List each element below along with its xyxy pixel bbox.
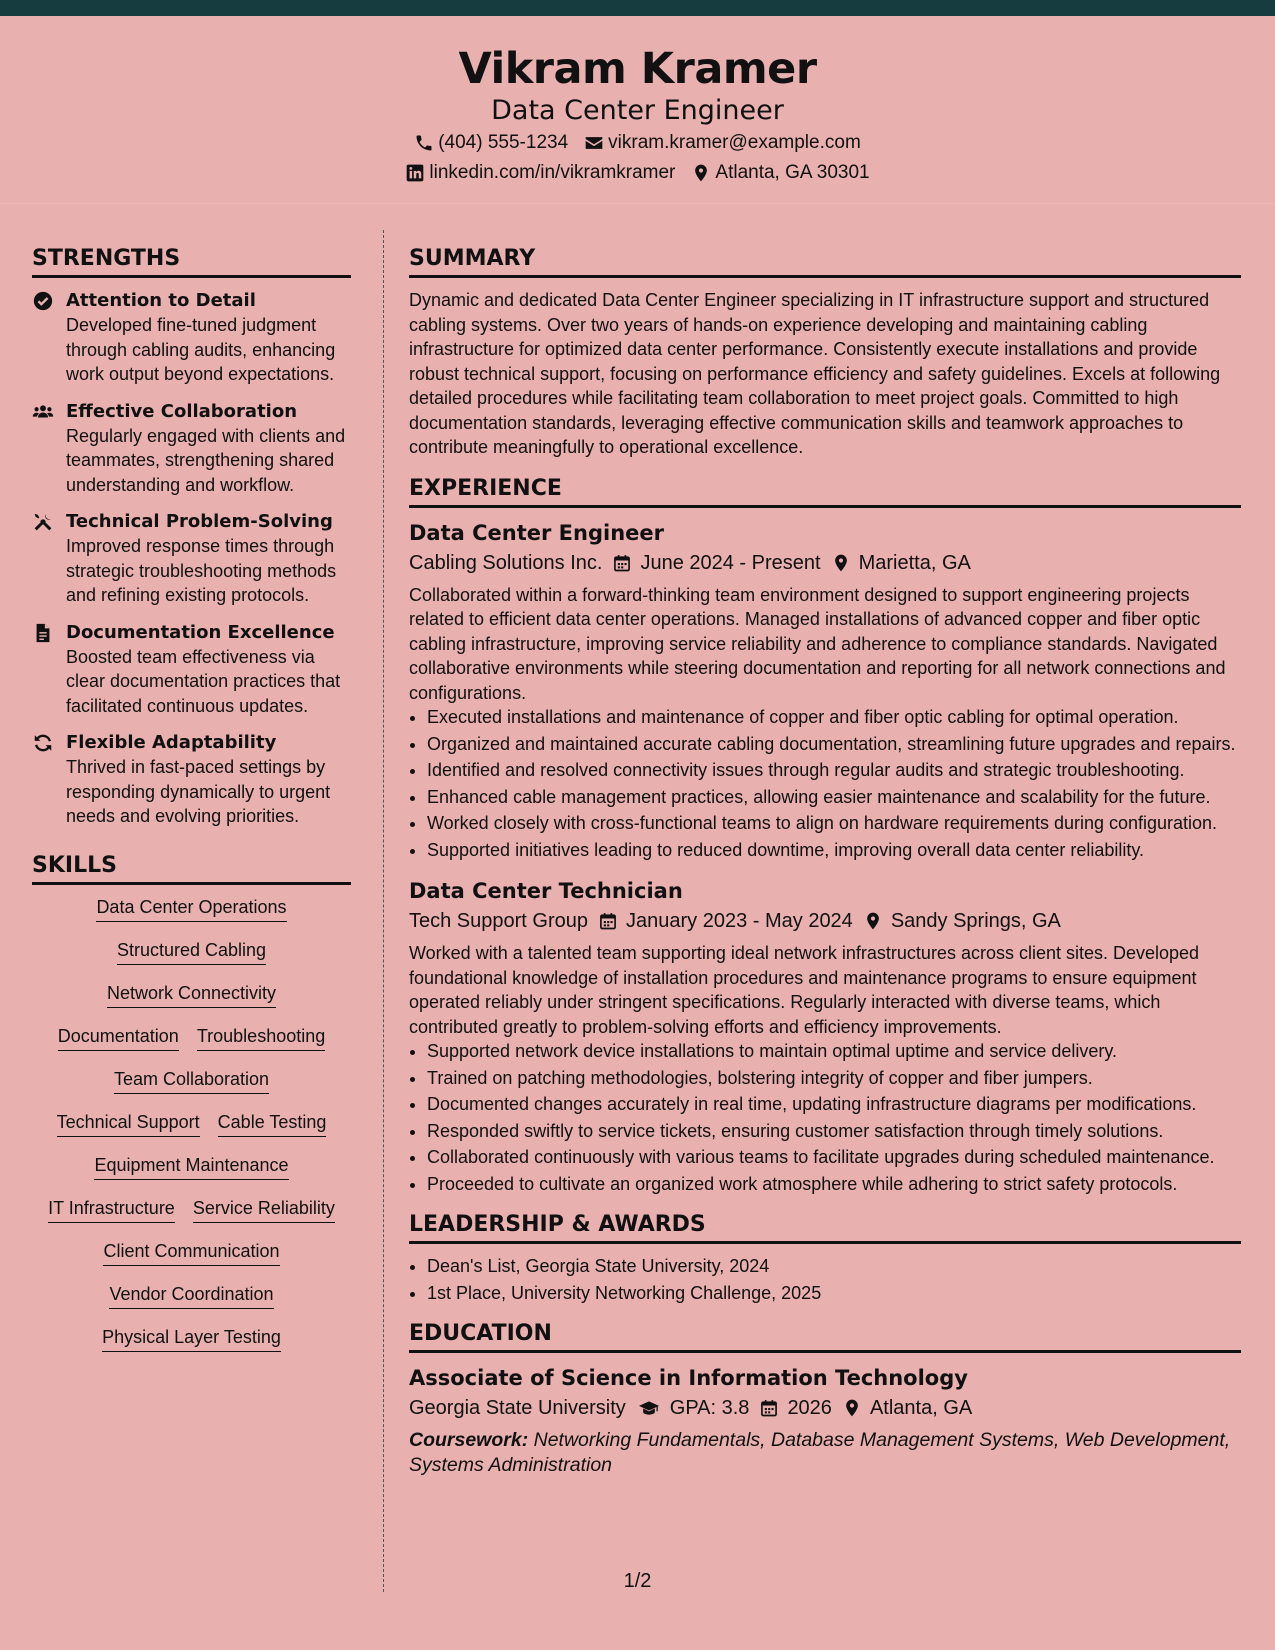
skill-tag: Troubleshooting [197,1024,325,1051]
strengths-heading: STRENGTHS [32,244,351,278]
phone-icon [414,133,434,153]
coursework-label: Coursework: [409,1429,529,1451]
strength-title: Attention to Detail [66,290,256,311]
graduation-year: 2026 [787,1397,832,1419]
education-heading: EDUCATION [409,1319,1241,1353]
skill-row [32,1325,351,1352]
job-title: Data Center Technician [409,879,683,903]
contact-row-2 [0,158,1275,188]
resume-header [0,16,1275,204]
job-bullet: • Collaborated continuously with various teams to facilitate upgrades during scheduled maintenance. [427,1145,1241,1170]
job-bullet: • Documented changes accurately in real time, updating infrastructure diagrams per modifications. [427,1092,1241,1117]
gpa: GPA: 3.8 [669,1397,750,1419]
skill-row [32,1110,351,1137]
experience-heading: EXPERIENCE [409,474,1241,508]
skill-tag: Equipment Maintenance [94,1153,288,1180]
job-meta [409,548,1241,578]
skill-tag: Technical Support [57,1110,200,1137]
skill-tag: Structured Cabling [117,938,266,965]
map-pin-icon [831,553,851,573]
job-bullet: • Responded swiftly to service tickets, ensuring customer satisfaction through timely solutions. [427,1119,1241,1144]
job-bullets [409,1039,1241,1196]
job-bullet: • Enhanced cable management practices, allowing easier maintenance and scalability for the future. [427,785,1241,810]
skills-heading: SKILLS [32,851,351,885]
skill-row [32,938,351,965]
strength-title: Effective Collaboration [66,400,298,422]
job-bullet: • Organized and maintained accurate cabling documentation, streamlining future upgrades and repairs. [427,732,1241,757]
degree-title: Associate of Science in Information Technology [409,1366,968,1390]
linkedin-icon [405,163,425,183]
top-color-bar [0,0,1275,16]
skill-tag: Service Reliability [193,1196,335,1223]
awards-list [409,1254,1241,1305]
job-bullet: • Supported initiatives leading to reduced downtime, improving overall data center reliability. [427,838,1241,863]
skill-tag: Team Collaboration [114,1067,269,1094]
strength-item [32,399,351,498]
strength-desc: Thrived in fast-paced settings by responding dynamically to urgent needs and evolving priorities. [66,757,331,826]
job-bullets [409,705,1241,862]
job-bullet: • Identified and resolved connectivity issues through regular audits and strategic troubleshooting. [427,758,1241,783]
job-bullet: • Supported network device installations to maintain optimal uptime and service delivery. [427,1039,1241,1064]
column-divider [383,230,384,1592]
users-icon [32,401,54,423]
skill-row [32,981,351,1008]
document-icon [32,622,54,644]
job-entry [409,876,1241,1196]
strength-desc: Boosted team effectiveness via clear documentation practices that facilitated continuous updates. [66,646,341,716]
sync-icon [32,732,54,754]
job-description: Collaborated within a forward-thinking team environment designed to support engineering projects related to efficient data center operations. Managed installations of advanced copper and fiber optic cabling infrastructure, improving service reliability and adherence to compliance standards. Navigated collaborative environments while steering documentation and reporting for all network connections and configurations. [409,584,1226,703]
email-text[interactable]: vikram.kramer@example.com [608,132,861,153]
skill-tag: Cable Testing [218,1110,327,1137]
skill-row [32,1239,351,1266]
skill-row [32,1067,351,1094]
graduation-cap-icon [636,1398,662,1418]
map-pin-icon [863,911,883,931]
skill-row [32,1153,351,1180]
left-column [32,244,351,1368]
strength-desc: Regularly engaged with clients and teammates, strengthening shared understanding and workflow. [66,425,346,495]
strength-title: Technical Problem-Solving [66,511,333,532]
candidate-title: Data Center Engineer [491,95,784,126]
calendar-icon [759,1398,779,1418]
summary-text: Dynamic and dedicated Data Center Engineer specializing in IT infrastructure support and structured cabling systems. Over two years of hands-on experience developing and maintaining cabling infrastructure for optimized data center performance. Consistently execute installations and provide robust technical support, focusing on performance efficiency and safety guidelines. Excels at following detailed procedures while facilitating team collaboration to meet project goals. Committed to high documentation standards, leveraging effective communication skills and teamwork approaches to contribute meaningfully to operational excellence. [409,290,1221,457]
strength-desc: Improved response times through strategic troubleshooting methods and refining existing protocols. [66,536,337,605]
job-entry [409,518,1241,863]
skill-tag: Data Center Operations [96,895,286,922]
school-name: Georgia State University [409,1397,626,1419]
award-item: • Dean's List, Georgia State University, 2024 [427,1254,1241,1279]
job-bullet: • Worked closely with cross-functional teams to align on hardware requirements during configuration. [427,811,1241,836]
page-number: 1/2 [623,1570,652,1592]
education-meta [409,1393,1241,1423]
job-dates: June 2024 - Present [640,551,821,574]
job-location: Marietta, GA [858,551,971,574]
location-contact [691,158,869,188]
job-company: Cabling Solutions Inc. [409,551,603,574]
phone-text[interactable]: (404) 555-1234 [438,132,569,153]
linkedin-contact [405,158,675,188]
strength-title: Flexible Adaptability [66,732,277,753]
contact-row-1 [0,128,1275,158]
strength-item [32,620,351,719]
coursework [409,1428,1241,1477]
coursework-text: Networking Fundamentals, Database Management Systems, Web Development, Systems Administration [409,1429,1231,1476]
map-pin-icon [842,1398,862,1418]
job-dates: January 2023 - May 2024 [626,910,853,932]
calendar-icon [612,553,632,573]
strength-title: Documentation Excellence [66,621,335,643]
map-pin-icon [691,163,711,183]
award-item: • 1st Place, University Networking Challenge, 2025 [427,1281,1241,1306]
envelope-icon [584,133,604,153]
education-location: Atlanta, GA [869,1397,973,1419]
skill-tag: Physical Layer Testing [102,1325,281,1352]
strength-item [32,288,351,387]
skill-tag: Client Communication [103,1239,279,1266]
job-description: Worked with a talented team supporting ideal network infrastructures across client sites. Developed foundational knowledge of installation procedures and maintenance programs to ensure equipment operated reliably under stringent specifications. Regularly interacted with diverse teams, which contributed greatly to problem-solving efforts and efficiency improvements. [409,943,1200,1037]
tools-icon [32,511,54,533]
location-text: Atlanta, GA 30301 [715,162,870,183]
right-column [409,244,1241,1477]
strength-item [32,730,351,829]
linkedin-text[interactable]: linkedin.com/in/vikramkramer [429,162,676,183]
job-location: Sandy Springs, GA [890,910,1061,932]
skill-row [32,1024,351,1051]
job-bullet: • Executed installations and maintenance of copper and fiber optic cabling for optimal operation. [427,705,1241,730]
summary-heading: SUMMARY [409,244,1241,278]
strength-item [32,509,351,608]
job-bullet: • Proceeded to cultivate an organized work atmosphere while adhering to strict safety protocols. [427,1172,1241,1197]
job-meta [409,906,1241,936]
job-bullet: • Trained on patching methodologies, bolstering integrity of copper and fiber jumpers. [427,1066,1241,1091]
skills-list [32,895,351,1352]
skill-row [32,1282,351,1309]
skill-row [32,1196,351,1223]
email-contact [584,128,861,158]
phone-contact [414,128,568,158]
job-title: Data Center Engineer [409,520,664,545]
check-circle-icon [32,290,54,312]
skill-row [32,895,351,922]
job-company: Tech Support Group [409,910,588,932]
skill-tag: Vendor Coordination [109,1282,273,1309]
skill-tag: Network Connectivity [107,981,276,1008]
candidate-name: Vikram Kramer [458,44,817,94]
calendar-icon [598,911,618,931]
strength-desc: Developed fine-tuned judgment through cabling audits, enhancing work output beyond expectations. [66,315,336,384]
skill-tag: Documentation [58,1024,179,1051]
awards-heading: LEADERSHIP & AWARDS [409,1210,1241,1244]
skill-tag: IT Infrastructure [48,1196,175,1223]
